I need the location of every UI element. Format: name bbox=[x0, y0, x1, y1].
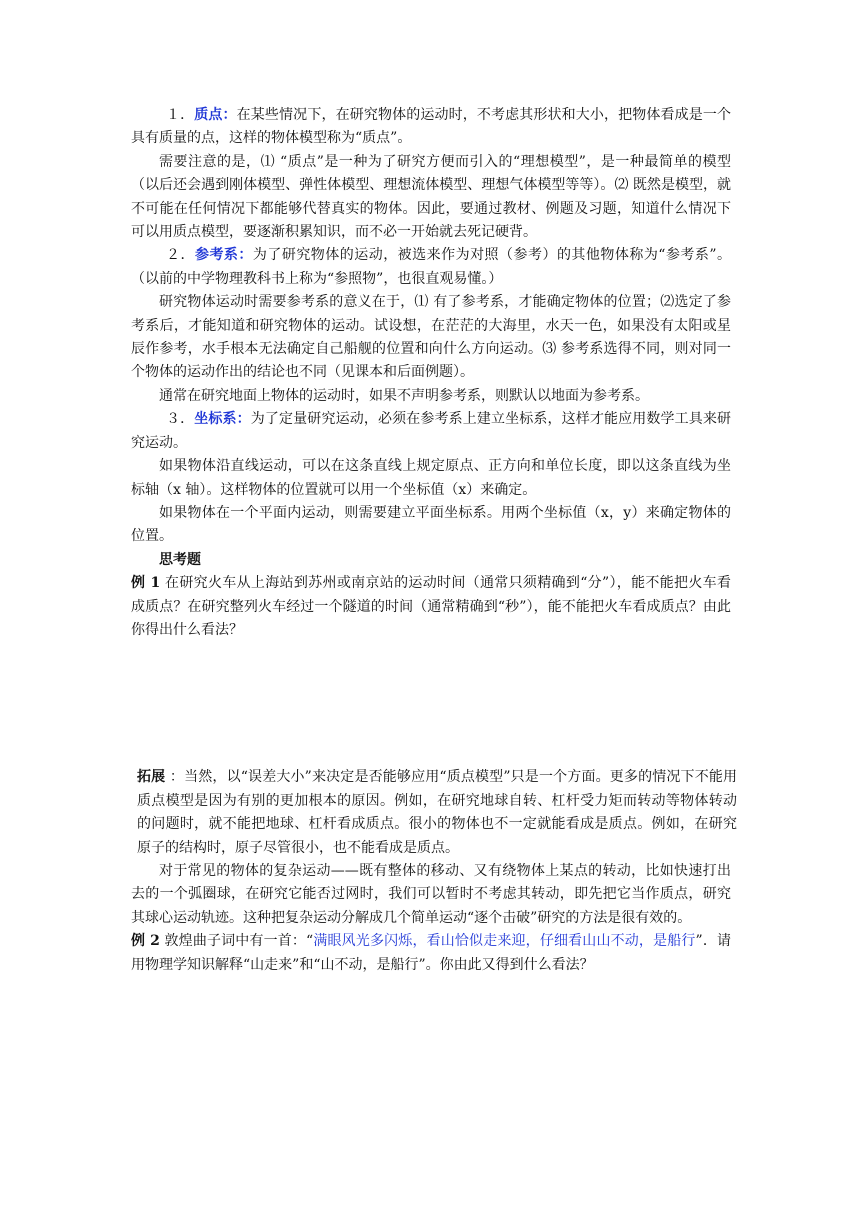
example-2-paragraph bbox=[131, 930, 731, 977]
example-2-label: 例 2 bbox=[131, 933, 160, 950]
section-2-paragraph bbox=[131, 244, 731, 291]
answer-space bbox=[131, 642, 731, 766]
section-2-text: 为了研究物体的运动，被选来作为对照（参考）的其他物体称为“参考系”。（以前的中学物理教科书上称为“参照物”，也很直观易懂。） bbox=[131, 247, 732, 287]
term-coordinate-system: 坐标系 bbox=[194, 411, 237, 428]
term-colon: ： bbox=[222, 107, 237, 123]
example-1-text: 在研究火车从上海站到苏州或南京站的运动时间（通常只须精确到“分”），能不能把火车看成质点？在研究整列火车经过一个隧道的时间（通常精确到“秒”），能不能把火车看成质点？由此你得出什么看法？ bbox=[131, 575, 731, 638]
extension-paragraph bbox=[137, 766, 737, 860]
term-colon: ： bbox=[238, 247, 253, 264]
term-mass-point: 质点 bbox=[194, 107, 223, 123]
example-1-paragraph bbox=[131, 572, 731, 642]
extension-block bbox=[137, 766, 737, 860]
section-1-paragraph bbox=[131, 104, 731, 151]
extension-label: 拓展 bbox=[137, 769, 166, 786]
example-1-label: 例 1 bbox=[131, 575, 161, 592]
example-2-poem: 满眼风光多闪烁，看山恰似走来迎，仔细看山山不动，是船行 bbox=[313, 933, 696, 950]
section-1-number: １． bbox=[166, 107, 195, 123]
term-reference-frame: 参考系 bbox=[194, 247, 239, 264]
section-1-note: 需要注意的是，⑴ “质点”是一种为了研究方便而引入的“理想模型”，是一种最简单的模型（以后还会遇到刚体模型、弹性体模型、理想流体模型、理想气体模型等等）。⑵ 既然是模型，就不可能在任何情况下都能够代替真实的物体。因此，要通过教材、例题及习题，知道什么情况下可以用质点模型，要逐渐积累知识，而不必一开始就去死记硬背。 bbox=[131, 153, 731, 241]
section-3-text: 为了定量研究运动，必须在参考系上建立坐标系，这样才能应用数学工具来研究运动。 bbox=[131, 411, 732, 451]
extension-text: ：当然，以“误差大小”来决定是否能够应用“质点模型”只是一个方面。更多的情况下不能用质点模型是因为有别的更加根本的原因。例如，在研究地球自转、杠杆受力矩而转动等物体转动的问题时，就不能把地球、杠杆看成质点。很小的物体也不一定就能看成是质点。例如，在研究原子的结构时，原子尽管很小，也不能看成是质点。 bbox=[137, 769, 738, 856]
section-3-note-2: 如果物体在一个平面内运动，则需要建立平面坐标系。用两个坐标值（x，y）来确定物体的位置。 bbox=[131, 504, 731, 545]
section-1-text: 在某些情况下，在研究物体的运动时，不考虑其形状和大小，把物体看成是一个具有质量的点，这样的物体模型称为“质点”。 bbox=[131, 107, 732, 147]
section-3-paragraph bbox=[131, 408, 731, 455]
example-2-lead: 敦煌曲子词中有一首：“ bbox=[159, 933, 314, 950]
section-2-note-2: 通常在研究地面上物体的运动时，如果不声明参考系，则默认以地面为参考系。 bbox=[159, 387, 649, 404]
section-3-number: ３． bbox=[166, 411, 195, 428]
extension-note: 对于常见的物体的复杂运动——既有整体的移动、又有绕物体上某点的转动，比如快速打出去的一个弧圈球，在研究它能否过网时，我们可以暂时不考虑其转动，即先把它当作质点，研究其球心运动轨迹。这种把复杂运动分解成几个简单运动“逐个击破”研究的方法是很有效的。 bbox=[131, 862, 731, 926]
section-2-note-1: 研究物体运动时需要参考系的意义在于，⑴ 有了参考系，才能确定物体的位置；⑵选定了参考系后，才能知道和研究物体的运动。试设想，在茫茫的大海里，水天一色，如果没有太阳或星辰作参考，水手根本无法确定自己船舰的位置和向什么方向运动。⑶ 参考系选得不同，则对同一个物体的运动作出的结论也不同（见课本和后面例题）。 bbox=[131, 294, 731, 381]
think-heading: 思考题 bbox=[159, 551, 201, 568]
document-body bbox=[131, 104, 738, 977]
term-colon: ： bbox=[236, 411, 251, 428]
section-3-note-1: 如果物体沿直线运动，可以在这条直线上规定原点、正方向和单位长度，即以这条直线为坐标轴（x 轴）。这样物体的位置就可以用一个坐标值（x）来确定。 bbox=[131, 458, 731, 498]
example-2-tail: ”．请用物理学知识解释“山走来”和“山不动，是船行”。你由此又得到什么看法？ bbox=[131, 933, 731, 973]
section-2-number: ２． bbox=[166, 247, 195, 264]
